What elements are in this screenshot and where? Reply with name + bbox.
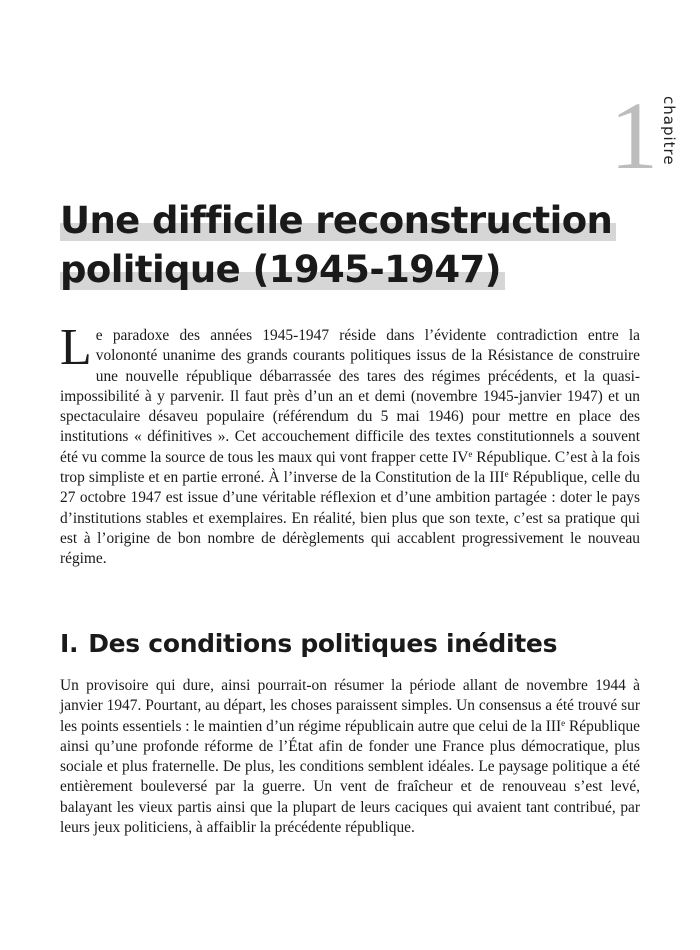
- section-superscript-1: e: [561, 717, 566, 728]
- drop-cap: L: [60, 319, 92, 376]
- intro-text-part-1: e paradoxe des années 1945-1947 réside dans l’évidente contradiction entre la volononté unanime des grands courants politiques issus de la Résistance de construire une nouvelle république débarrassée des tares des régimes précédents, et la quasi-impossibilité à y parvenir. Il faut près d’un an et demi (novembre 1945-janvier 1947) et un spectaculaire désaveu populaire (référendum du 5 mai 1946) pour mettre en place des institutions « définitives ». Cet accouchement difficile des textes constitutionnels a souvent été vu comme la source de tous les maux qui vont frapper cette IV: [60, 327, 640, 466]
- section-paragraph: [60, 676, 640, 838]
- section-heading: [60, 627, 557, 661]
- chapter-label: chapitre: [660, 96, 678, 166]
- chapter-title-line-1: Une difficile reconstruction: [60, 196, 616, 245]
- chapter-title-line-2: politique (1945-1947): [60, 245, 505, 294]
- chapter-title: [60, 196, 620, 294]
- intro-paragraph: [60, 319, 640, 570]
- intro-text-part-3: République, celle du 27 octobre 1947 est issue d’une véritable réflexion et d’une ambition partagée : doter le pays d’institutions stables et exemplaires. En réalité, bien plus que son texte, c’est sa pratique qui est à l’origine de bon nombre de dérèglements qui accablent progressivement le nouveau régime.: [60, 469, 640, 568]
- section-number: I.: [60, 629, 79, 658]
- section-text-part-1: Un provisoire qui dure, ainsi pourrait-on résumer la période allant de novembre 1944 à janvier 1947. Pourtant, au départ, les choses paraissent simples. Un consensus a été trouvé sur les points essentiels : le maintien d’un régime républicain autre que celui de la III: [60, 677, 640, 735]
- chapter-marker: [610, 82, 678, 189]
- section-title: Des conditions politiques inédites: [88, 629, 558, 658]
- intro-superscript-2: e: [504, 469, 509, 480]
- intro-superscript-1: e: [468, 448, 473, 459]
- intro-text-part-2: République. C’est à la fois trop simpliste et en partie erroné. À l’inverse de la Constitution de la III: [60, 448, 640, 487]
- section-text-part-2: République ainsi qu’une profonde réforme de l’État afin de fonder une France plus démocratique, plus sociale et plus fraternelle. De plus, les conditions semblent idéales. Le paysage politique a été entièrement bouleversé par la guerre. Un vent de fraîcheur et de renouveau s’est levé, balayant les vieux partis ainsi que la plupart de leurs caciques qui avaient tant contribué, par leurs jeux politiciens, à affaiblir la précédente république.: [60, 717, 640, 837]
- chapter-number: 1: [610, 82, 658, 189]
